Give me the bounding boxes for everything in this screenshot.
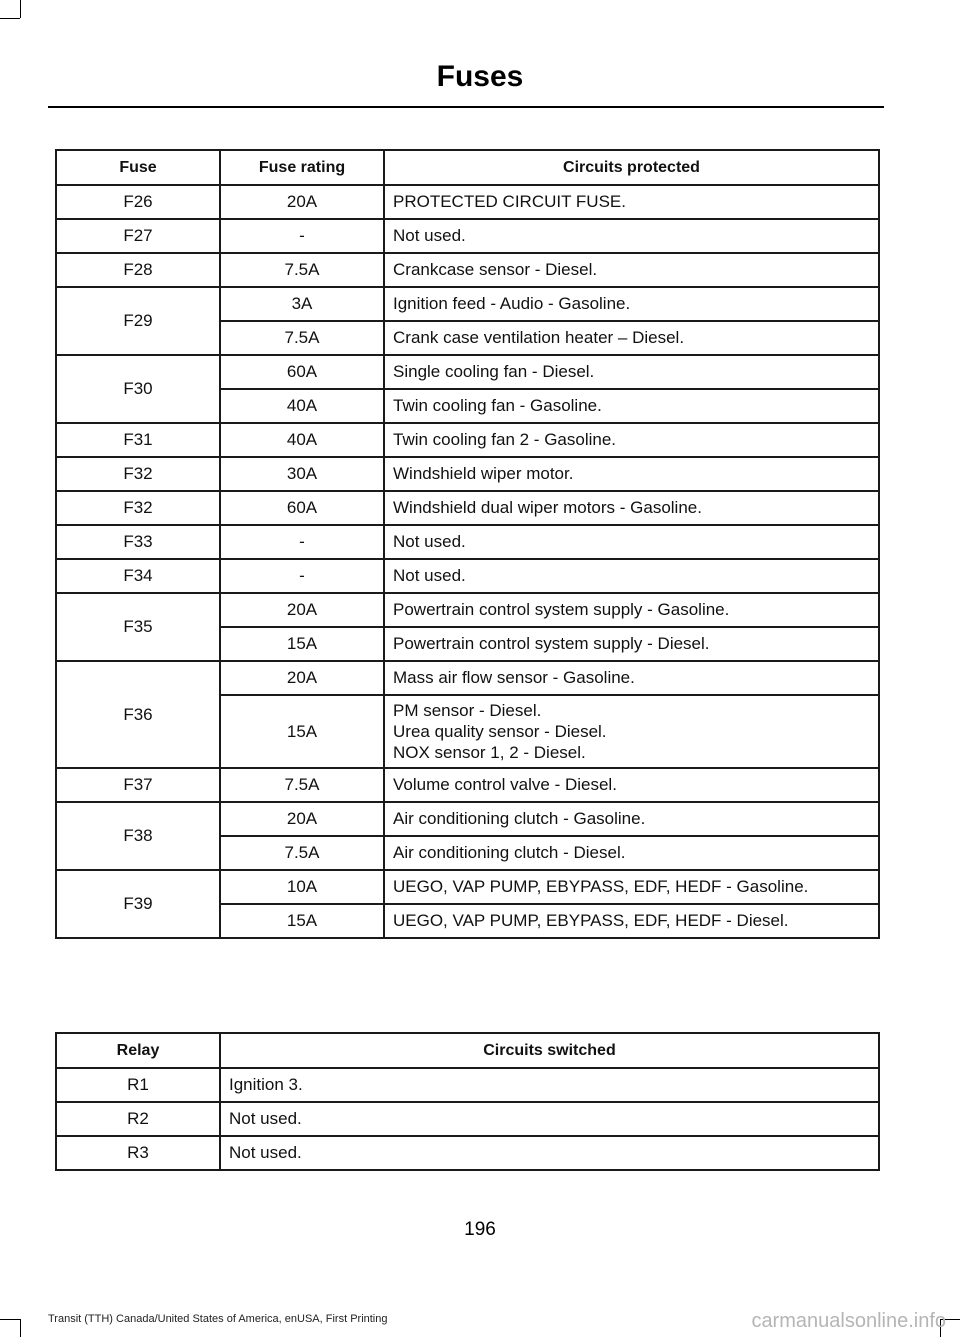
fuse-rating-cell: 7.5A [220,321,384,355]
circuit-description-cell [384,287,879,321]
circuit-description-cell [384,457,879,491]
circuit-description-cell [384,836,879,870]
fuse-rating-cell: 30A [220,457,384,491]
circuit-description-line: Urea quality sensor - Diesel. [393,722,607,741]
fuse-id-cell: F36 [56,661,220,768]
table-row [56,1136,879,1170]
circuit-description-line: Air conditioning clutch - Gasoline. [393,809,646,828]
circuit-description-cell [384,593,879,627]
fuse-rating-cell: 3A [220,287,384,321]
circuit-description-line: Crank case ventilation heater – Diesel. [393,328,685,347]
fuse-id-cell: F38 [56,802,220,870]
crop-mark [20,0,21,18]
crop-mark [20,1319,21,1337]
circuit-description-cell [384,904,879,938]
fuse-rating-cell: 15A [220,904,384,938]
watermark: carmanualsonline.info [751,1310,946,1332]
circuit-description-line: PROTECTED CIRCUIT FUSE. [393,192,626,211]
circuit-description-line: Twin cooling fan 2 - Gasoline. [393,430,617,449]
circuit-description-cell [384,802,879,836]
fuse-id-cell: F39 [56,870,220,938]
circuit-description-line: Volume control valve - Diesel. [393,775,617,794]
fuse-rating-cell: 20A [220,802,384,836]
circuit-description-line: Not used. [393,226,466,245]
fuse-id-cell: F32 [56,491,220,525]
table-row [56,491,879,525]
circuit-description-line: Powertrain control system supply - Gasoline. [393,600,730,619]
fuse-table-body [56,185,879,938]
fuse-id-cell: F28 [56,253,220,287]
fuse-table [55,149,880,939]
circuit-description-line: Air conditioning clutch - Diesel. [393,843,626,862]
fuse-rating-cell: 15A [220,627,384,661]
fuse-table-header [56,150,879,185]
table-row [56,1102,879,1136]
circuit-description-line: Ignition feed - Audio - Gasoline. [393,294,631,313]
circuit-description-cell [384,389,879,423]
relay-table-header [56,1033,879,1068]
circuit-description-line: NOX sensor 1, 2 - Diesel. [393,743,586,762]
column-header-circuits-switched: Circuits switched [220,1033,879,1068]
circuit-description-cell [384,768,879,802]
circuit-switched-cell: Ignition 3. [220,1068,879,1102]
table-row [56,661,879,695]
table-row [56,457,879,491]
fuse-id-cell: F37 [56,768,220,802]
table-row [56,355,879,389]
table-row [56,870,879,904]
circuit-description-cell [384,559,879,593]
column-header-relay: Relay [56,1033,220,1068]
circuit-description-line: Mass air flow sensor - Gasoline. [393,668,635,687]
fuse-rating-cell: 60A [220,491,384,525]
circuit-description-cell [384,185,879,219]
circuit-description-cell [384,253,879,287]
circuit-description-line: Windshield wiper motor. [393,464,574,483]
circuit-description-cell [384,355,879,389]
fuse-rating-cell: - [220,559,384,593]
table-row [56,768,879,802]
circuit-description-cell [384,870,879,904]
circuit-description-cell [384,661,879,695]
fuse-rating-cell: 20A [220,661,384,695]
fuse-rating-cell: 40A [220,423,384,457]
crop-mark [0,1319,20,1320]
table-row [56,219,879,253]
fuse-id-cell: F26 [56,185,220,219]
fuse-id-cell: F27 [56,219,220,253]
fuse-rating-cell: 7.5A [220,768,384,802]
publication-info: Transit (TTH) Canada/United States of America, enUSA, First Printing [48,1313,388,1325]
fuse-rating-cell: 60A [220,355,384,389]
circuit-description-line: Not used. [393,566,466,585]
fuse-rating-cell: 10A [220,870,384,904]
circuit-description-line: Powertrain control system supply - Diesel. [393,634,710,653]
fuse-rating-cell: 20A [220,185,384,219]
circuit-description-line: Crankcase sensor - Diesel. [393,260,598,279]
fuse-id-cell: F33 [56,525,220,559]
circuit-switched-cell: Not used. [220,1102,879,1136]
relay-id-cell: R1 [56,1068,220,1102]
fuse-id-cell: F35 [56,593,220,661]
table-row [56,802,879,836]
page-title: Fuses [436,60,524,93]
circuit-switched-cell: Not used. [220,1136,879,1170]
column-header-fuse-rating: Fuse rating [220,150,384,185]
fuse-rating-cell: - [220,525,384,559]
header-divider [48,106,884,108]
circuit-description-line: Not used. [393,532,466,551]
circuit-description-line: Single cooling fan - Diesel. [393,362,595,381]
table-row [56,525,879,559]
circuit-description-line: PM sensor - Diesel. [393,701,542,720]
fuse-id-cell: F31 [56,423,220,457]
table-row [56,185,879,219]
fuse-rating-cell: 40A [220,389,384,423]
circuit-description-line: UEGO, VAP PUMP, EBYPASS, EDF, HEDF - Diesel. [393,911,789,930]
table-row [56,423,879,457]
table-row [56,1068,879,1102]
relay-id-cell: R2 [56,1102,220,1136]
column-header-fuse: Fuse [56,150,220,185]
relay-table [55,1032,880,1171]
table-row [56,559,879,593]
circuit-description-cell [384,525,879,559]
fuse-id-cell: F29 [56,287,220,355]
circuit-description-cell [384,423,879,457]
fuse-rating-cell: 7.5A [220,836,384,870]
fuse-rating-cell: 20A [220,593,384,627]
table-row [56,593,879,627]
circuit-description-cell [384,695,879,768]
fuse-rating-cell: - [220,219,384,253]
table-row [56,253,879,287]
fuse-rating-cell: 7.5A [220,253,384,287]
circuit-description-cell [384,321,879,355]
circuit-description-line: UEGO, VAP PUMP, EBYPASS, EDF, HEDF - Gasoline. [393,877,809,896]
circuit-description-cell [384,627,879,661]
relay-id-cell: R3 [56,1136,220,1170]
column-header-circuits-protected: Circuits protected [384,150,879,185]
relay-table-body [56,1068,879,1170]
fuse-id-cell: F34 [56,559,220,593]
circuit-description-cell [384,219,879,253]
fuse-id-cell: F30 [56,355,220,423]
circuit-description-cell [384,491,879,525]
table-row [56,287,879,321]
fuse-id-cell: F32 [56,457,220,491]
page-number: 196 [464,1219,496,1240]
crop-mark [0,18,20,19]
circuit-description-line: Twin cooling fan - Gasoline. [393,396,602,415]
circuit-description-line: Windshield dual wiper motors - Gasoline. [393,498,702,517]
fuse-rating-cell: 15A [220,695,384,768]
